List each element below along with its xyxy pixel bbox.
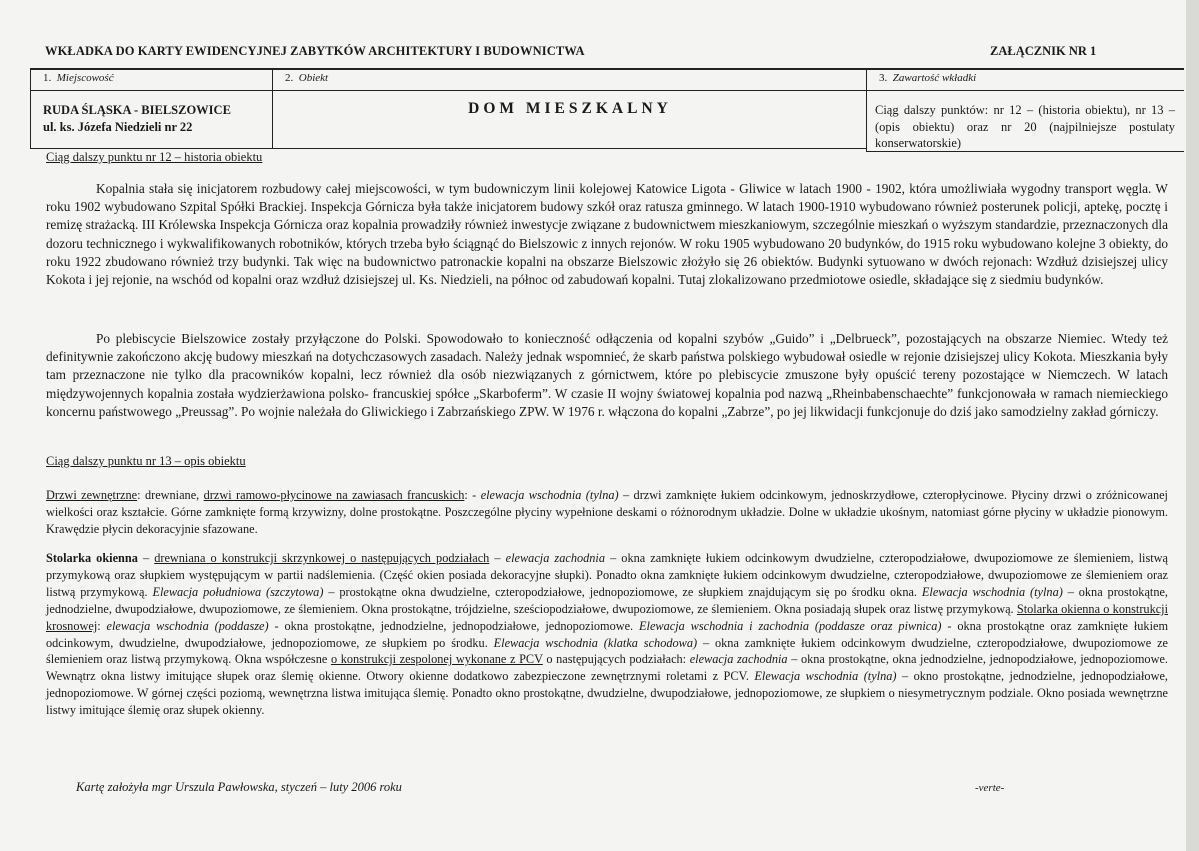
contents-label: 3. Zawartość wkładki bbox=[879, 72, 977, 84]
location-value bbox=[43, 102, 231, 136]
section-12-heading: Ciąg dalszy punktu nr 12 – historia obiektu bbox=[46, 150, 263, 164]
windows-label: Stolarka okienna bbox=[46, 551, 138, 565]
object-value: DOM MIESZKALNY bbox=[468, 100, 672, 117]
field-label-rule-right bbox=[866, 90, 1184, 91]
windows-paragraph: Stolarka okienna – drewniana o konstrukcji skrzynkowej o następujących podziałach – elewacja zachodnia – okna zamknięte łukiem odcinkowym dwudzielne, czteropodziałowe, dwupoziomowe ze ślemieniem, listwą przymykową oraz słupkiem występującym w partii nadślemienia. (Część okien posiada dekoracyjne słupki). Ponadto okna zamknięte łukiem odcinkowym dwudzielne, czteropodziałowe, dwupoziomowe ze ślemieniem oraz listwą przymykową. Elewacja południowa (szczytowa) – prostokątne okna dwudzielne, czteropodziałowe, jednopoziomowe, ze słupkiem znajdującym się po środku okna. Elewacja wschodnia (tylna) – okna prostokątne, jednodzielne, dwupodziałowe, dwupoziomowe, ze ślemieniem. Okna prostokątne, trójdzielne, sześciopodziałowe, dwupoziomowe, ze ślemieniem. Okna posiadają słupek oraz listwę przymykową. Stolarka okienna o konstrukcji krosnowej: elewacja wschodnia (poddasze) - okna prostokątne, jednodzielne, jednopodziałowe, jednopoziomowe. Elewacja wschodnia i zachodnia (poddasze oraz piwnica) - okna prostokątne oraz zamknięte łukiem odcinkowym, dwudzielne, dwupodziałowe, jednopoziomowe, ze słupkiem po środku. Elewacja wschodnia (klatka schodowa) – okna zamknięte łukiem odcinkowym dwudzielne, czteropodziałowe, dwupoziomowe ze ślemieniem oraz listwą przymykową. Okna współczesne o konstrukcji zespolonej wykonane z PCV o następujących podziałach: elewacja zachodnia – okna prostokątne, okna jednodzielne, jednopodziałowe, jednopoziomowe. Wewnątrz okna listwy imitujące słupek oraz ślemię okienne. Otwory okienne dodatkowo zabezpieczone zewnętrznymi roletami z PCV. Elewacja wschodnia (tylna) – okno prostokątne, jednodzielne, jednopodziałowe, jednopoziomowe. W górnej części poziomą, wewnętrzna listwa imitująca ślemię. Ponadto okno prostokątne, dwudzielne, dwupodziałowe, jednopoziomowe, ze słupkiem o niesymetrycznym podziale. Okno posiada wewnętrzne listwy imitujące ślemię oraz słupek okienny. bbox=[46, 551, 1169, 718]
location-line-1: RUDA ŚLĄSKA - BIELSZOWICE bbox=[43, 103, 231, 117]
section-13-heading: Ciąg dalszy punktu nr 13 – opis obiektu bbox=[46, 454, 246, 468]
document-title: WKŁADKA DO KARTY EWIDENCYJNEJ ZABYTKÓW ARCHITEKTURY I BUDOWNICTWA bbox=[45, 44, 585, 58]
annex-label: ZAŁĄCZNIK NR 1 bbox=[990, 44, 1097, 58]
contents-field bbox=[866, 70, 1184, 152]
verte-note: -verte- bbox=[975, 782, 1005, 794]
doors-paragraph: Drzwi zewnętrzne: drewniane, drzwi ramowo-płycinowe na zawiasach francuskich: - elewacja wschodnia (tylna) – drzwi zamknięte łukiem odcinkowym, jednoskrzydłowe, czteropłycinowe. Płyciny drzwi o zróżnicowanej wielkości oraz kształcie. Górne zamknięte formą krzywizny, dolne prostokątne. Poszczególne płyciny wypełnione deskami o różnorodnym układzie. Dolne w układzie ukośnym, natomiast górne płyciny w układzie pionowym. Krawędzie płycin dekoracyjnie sfazowane. bbox=[46, 488, 1168, 536]
history-paragraph-2: Po plebiscycie Bielszowice zostały przyłączone do Polski. Spowodowało to konieczność odłączenia od kopalni szybów „Guido” i „Delbrueck”, pozostających na obszarze Niemiec. Wtedy też definitywnie zakończono akcję budowy mieszkań na dotychczasowych zasadach. Należy jednak wspomnieć, że skarb państwa polskiego wybudował osiedle w rejonie dzisiejszej ulicy Kokota. Mieszkania były tam przeznaczone nie tylko dla pracowników kopalni, lecz również dla osób niezwiązanych z górnictwem, które po plebiscycie zmuszone były opuścić tereny pozostające w Niemczech. W latach międzywojennych kopalnia została wydzierżawiona polsko- francuskiej spółce „Skarboferm”. W czasie II wojny światowej kopalnia pod nazwą „Rheinbabenschaechte” funkcjonowała w ramach niemieckiego koncernu państwowego „Preussag”. Po wojnie należała do Gliwickiego i Zabrzańskiego ZPW. W 1976 r. włączona do kopalni „Zabrze”, po jej likwidacji funkcjonuje do dziś jako samodzielny zakład górniczy. bbox=[46, 331, 1168, 419]
object-label: 2. Obiekt bbox=[285, 72, 329, 84]
doors-type: drzwi ramowo-płycinowe na zawiasach francuskich bbox=[203, 488, 465, 502]
location-line-2: ul. ks. Józefa Niedzieli nr 22 bbox=[43, 120, 193, 134]
doors-elevation: elewacja wschodnia (tylna) bbox=[480, 488, 619, 502]
contents-value: Ciąg dalszy punktów: nr 12 – (historia obiektu), nr 13 – (opis obiektu) oraz nr 20 (najpilniejsze postulaty konserwatorskie) bbox=[875, 103, 1175, 150]
field-label-rule bbox=[30, 90, 866, 91]
location-field bbox=[30, 70, 272, 149]
history-paragraph-1: Kopalnia stała się inicjatorem rozbudowy całej miejscowości, w tym budowniczym linii kolejowej Katowice Ligota - Gliwice w latach 1900 - 1902, która umożliwiała wygodny transport węgla. W roku 1902 wybudowano Szpital Spółki Brackiej. Inspekcja Górnicza była także inicjatorem budowy szkół oraz ratusza gminnego. W latach 1900-1910 wybudowano również posterunek policji, aptekę, pocztę i remizę strażacką. III Królewska Inspekcja Górnicza oraz kopalnia prowadziły również inwestycje związane z budownictwem mieszkaniowym, szczególnie mieszkań o wyższym standardzie, przeznaczonych dla dozoru technicznego i wykwalifikowanych robotników, których trzeba było ściągnąć do Bielszowic z innych rejonów. W roku 1905 wybudowano 20 budynków, do 1915 roku wybudowano kolejne 3 obiekty, do roku 1922 zbudowano również trzy budynki. Tak więc na budownictwo patronackie kopalni na obszarze Bielszowic złożyło się 26 obiektów. Budynki sytuowano w dwóch rejonach: Wzdłuż dzisiejszej ulicy Kokota i jej rejonie, na wschód od kopalni oraz wzdłuż dzisiejszej ul. Ks. Niedzieli, na północ od zabudowań kopalni. Tutaj zlokalizowano przedmiotowe osiedle, składające się z siedmiu budynków. bbox=[46, 181, 1168, 288]
scan-edge bbox=[1186, 0, 1199, 851]
location-label: 1. Miejscowość bbox=[43, 72, 114, 84]
object-field bbox=[272, 70, 866, 149]
author-note: Kartę założyła mgr Urszula Pawłowska, styczeń – luty 2006 roku bbox=[76, 780, 402, 794]
doors-label: Drzwi zewnętrzne bbox=[46, 488, 138, 502]
